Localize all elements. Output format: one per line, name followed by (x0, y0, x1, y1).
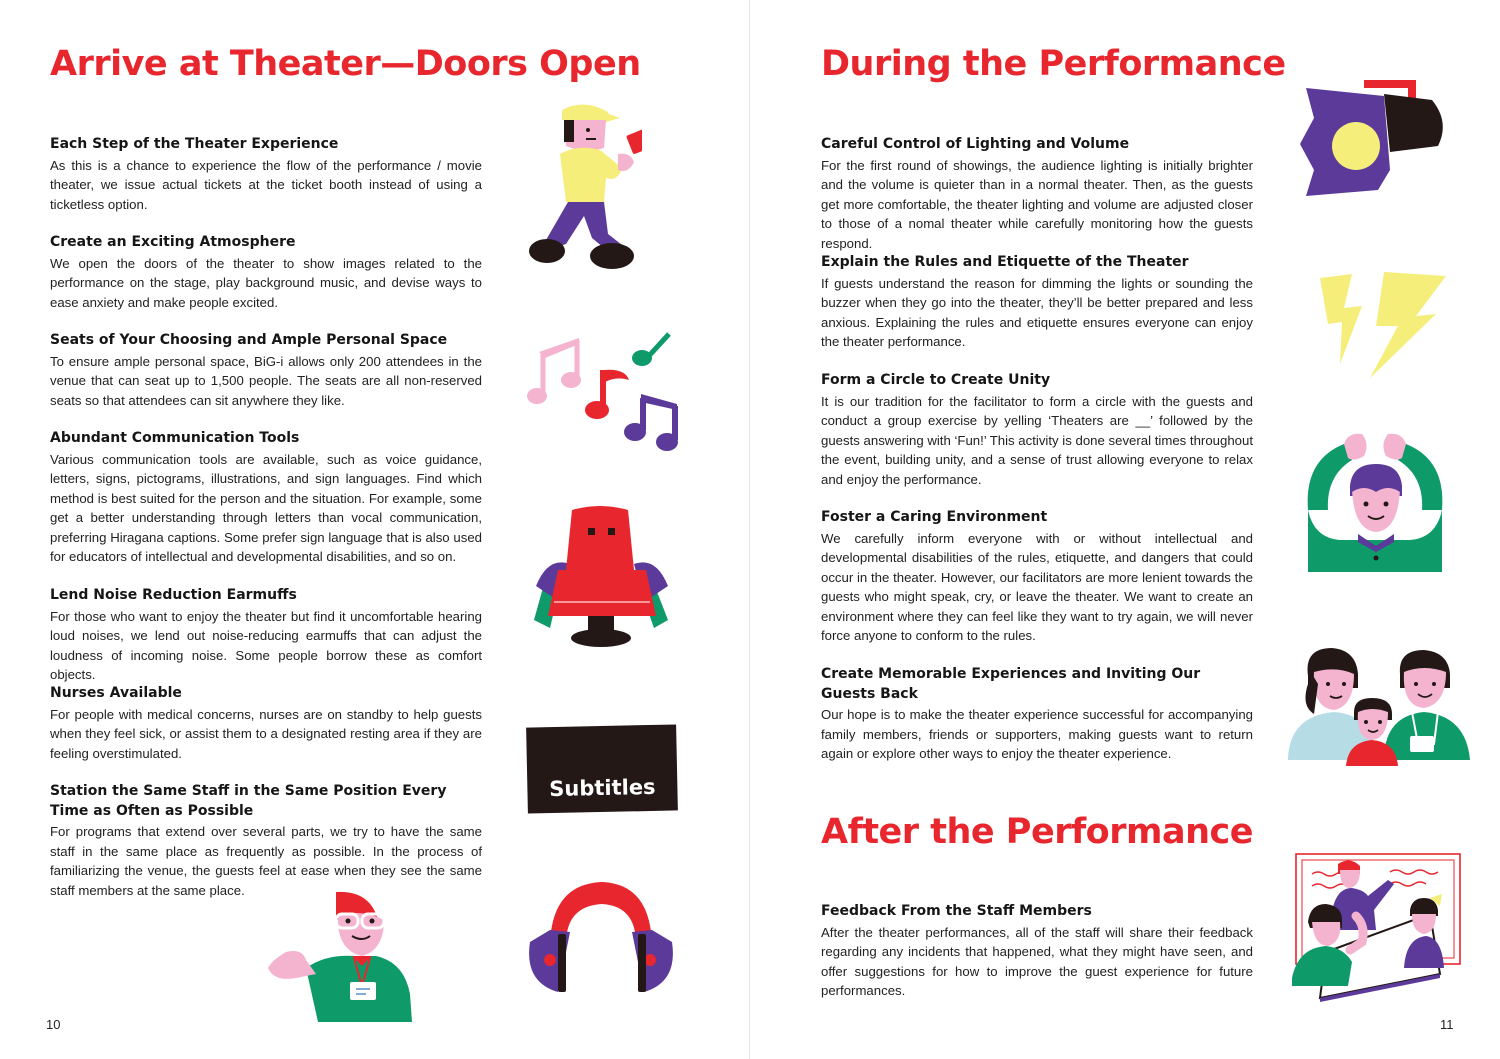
subtitles-card (526, 724, 678, 813)
page-number-left: 10 (46, 1017, 61, 1032)
music-notes-illustration (525, 330, 685, 455)
section-title: Create an Exciting Atmosphere (50, 234, 296, 250)
lightning-bolts-illustration (1318, 270, 1450, 382)
subtitles-card-text: Subtitles (548, 774, 656, 802)
section-title: Abundant Communication Tools (50, 430, 300, 446)
section-circle-unity (821, 371, 1253, 489)
section-body: If guests understand the reason for dimming the lights or sounding the buzzer when they go into the theater, they’ll be better prepared and less anxious. Explaining the rules and etiquette ensures everyone can enjoy the theater performance. (821, 275, 1253, 350)
section-body: For programs that extend over several parts, we try to have the same staff in the same place as frequently as possible. In the process of familiarizing the venue, the guests feel at ease when they see the same staff members at the same place. (50, 824, 482, 898)
staff-meeting-illustration (1290, 850, 1465, 1002)
section-title: Each Step of the Theater Experience (50, 136, 339, 152)
section-rules-etiquette (821, 253, 1253, 352)
section-title: Station the Same Staff in the Same Position Every Time as Often as Possible (50, 783, 447, 819)
section-body: For those who want to enjoy the theater but find it uncomfortable hearing loud noises, we lend out noise-reducing earmuffs that can adjust the loudness of incoming noise. Some people borrow these as comfort objects. (50, 608, 482, 683)
section-communication-tools (50, 429, 482, 567)
section-title: Feedback From the Staff Members (821, 903, 1092, 919)
section-title: Form a Circle to Create Unity (821, 372, 1051, 388)
section-title: Create Memorable Experiences and Inviting Our Guests Back (821, 666, 1201, 702)
theater-seat-illustration (530, 500, 675, 650)
section-body: Our hope is to make the theater experience successful for accompanying family members, friends or supporters, making guests want to return again or explore other ways to enjoy the theater experience. (821, 707, 1253, 762)
section-body: To ensure ample personal space, BiG-i allows only 200 attendees in the venue that can seat up to 1,500 people. The seats are all non-reserved seats so that attendees can sit anywhere they like. (50, 353, 482, 408)
section-each-step (50, 135, 482, 214)
section-seats (50, 331, 482, 410)
section-earmuffs (50, 586, 482, 685)
section-body: For the first round of showings, the audience lighting is initially brighter and the volume is quieter than in a normal theater. Then, as the guests get more comfortable, the theater lighting and volume are adjusted closer to those of a nomal theater while carefully monitoring how the guests respond. (821, 157, 1253, 251)
circle-arms-person-illustration (1304, 430, 1446, 575)
section-caring-environment (821, 508, 1253, 646)
section-body: Various communication tools are available, such as voice guidance, letters, signs, pictograms, illustrations, and sign languages. Find which method is best suited for the person and the situation. For example, some get a better understanding through letters than vocal communication, preferring Hiragana captions. Some prefer sign language that is also used for educators of intellectual and developmental disabilities, and so on. (50, 451, 482, 565)
section-title: Foster a Caring Environment (821, 509, 1048, 525)
page-title-during: During the Performance (821, 44, 1286, 84)
section-nurses (50, 684, 482, 763)
section-body: After the theater performances, all of the staff will share their feedback regarding any incidents that happened, what they might have seen, and offer suggestions for how to improve the guest experience for future performances. (821, 924, 1253, 999)
family-group-illustration (1284, 644, 1474, 768)
section-memorable-experiences (821, 665, 1253, 764)
section-title: Seats of Your Choosing and Ample Personal Space (50, 332, 448, 348)
section-lighting-volume (821, 135, 1253, 253)
section-title: Explain the Rules and Etiquette of the Theater (821, 254, 1189, 270)
section-body: As this is a chance to experience the flow of the performance / movie theater, we issue actual tickets at the ticket booth instead of using a ticketless option. (50, 157, 482, 212)
section-same-staff (50, 782, 482, 900)
right-page (750, 0, 1500, 1059)
staff-member-illustration (266, 890, 414, 1025)
headphones-illustration (526, 876, 676, 998)
section-title: Lend Noise Reduction Earmuffs (50, 587, 297, 603)
page-number-right: 11 (1440, 1017, 1454, 1032)
page-title-after: After the Performance (821, 812, 1253, 852)
page-title-arrive: Arrive at Theater—Doors Open (50, 44, 641, 84)
section-body: We open the doors of the theater to show images related to the performance on the stage, play background music, and devise ways to ease anxiety and make people excited. (50, 255, 482, 310)
walking-person-illustration (522, 98, 642, 273)
section-body: We carefully inform everyone with or without intellectual and developmental disabilities of the rules, etiquette, and dangers that could occur in the theater. However, our facilitators are more lenient towards the guests who might speak, cry, or leave the theater. We want to create an environment where they can feel like they want to try again, we will never force anyone to conform to the rules. (821, 530, 1253, 644)
section-title: Careful Control of Lighting and Volume (821, 136, 1130, 152)
section-staff-feedback (821, 902, 1253, 1001)
spotlight-illustration (1298, 74, 1450, 206)
section-body: For people with medical concerns, nurses are on standby to help guests when they feel sick, or assist them to a designated resting area if they are feeling overstimulated. (50, 706, 482, 761)
section-body: It is our tradition for the facilitator to form a circle with the guests and conduct a group exercise by yelling ‘Theaters are __’ followed by the guests answering with ‘Fun!’ This activity is done several times throughout the event, building unity, and a sense of trust allowing everyone to relax and enjoy the performance. (821, 393, 1253, 487)
section-atmosphere (50, 233, 482, 312)
section-title: Nurses Available (50, 685, 182, 701)
